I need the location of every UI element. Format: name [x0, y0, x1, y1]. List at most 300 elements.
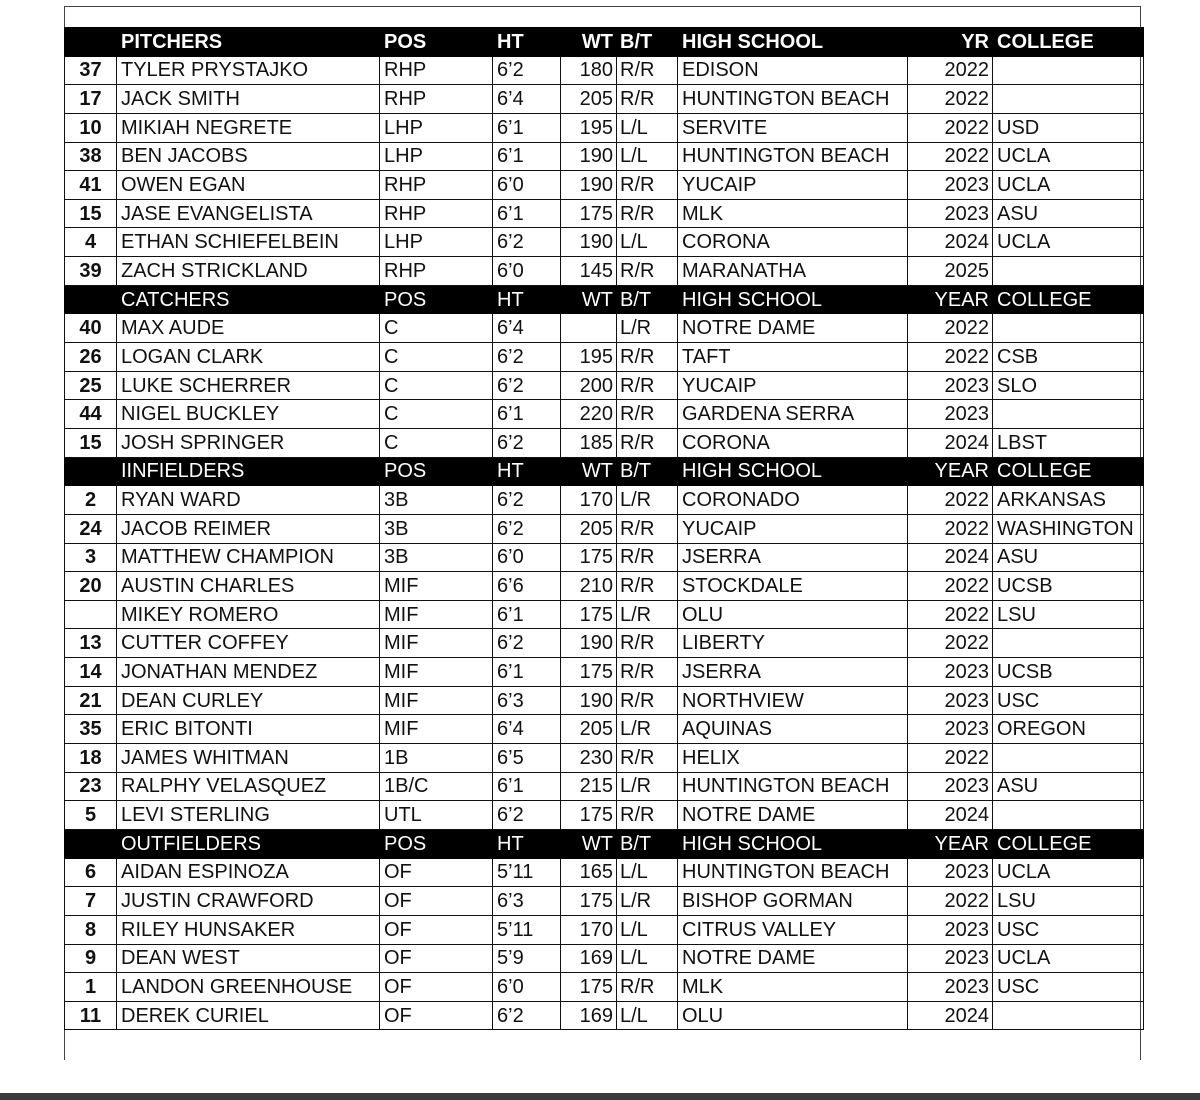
player-number: 6: [65, 858, 117, 887]
header-year: YEAR: [908, 457, 993, 486]
player-high-school: BISHOP GORMAN: [678, 887, 908, 916]
player-year: 2024: [908, 543, 993, 572]
player-position: C: [380, 371, 493, 400]
player-bats-throws: R/R: [617, 973, 678, 1002]
player-high-school: OLU: [678, 1001, 908, 1030]
player-position: RHP: [380, 257, 493, 286]
player-year: 2023: [908, 772, 993, 801]
player-position: MIF: [380, 658, 493, 687]
player-name: JONATHAN MENDEZ: [117, 658, 380, 687]
player-height: 6’1: [493, 400, 561, 429]
player-position: RHP: [380, 85, 493, 114]
player-number: 1: [65, 973, 117, 1002]
player-position: 3B: [380, 514, 493, 543]
player-bats-throws: L/R: [617, 715, 678, 744]
player-college: LBST: [993, 428, 1144, 457]
player-high-school: NOTRE DAME: [678, 801, 908, 830]
player-position: MIF: [380, 600, 493, 629]
player-position: 1B/C: [380, 772, 493, 801]
player-bats-throws: L/R: [617, 887, 678, 916]
player-year: 2022: [908, 486, 993, 515]
player-name: JACK SMITH: [117, 85, 380, 114]
player-year: 2024: [908, 428, 993, 457]
player-row: [65, 658, 1144, 687]
player-year: 2022: [908, 514, 993, 543]
header-college: COLLEGE: [993, 457, 1144, 486]
header-bt: B/T: [617, 285, 678, 314]
player-bats-throws: L/R: [617, 772, 678, 801]
player-position: C: [380, 314, 493, 343]
player-year: 2022: [908, 600, 993, 629]
player-name: MIKEY ROMERO: [117, 600, 380, 629]
player-high-school: GARDENA SERRA: [678, 400, 908, 429]
player-number: 37: [65, 56, 117, 85]
player-college: OREGON: [993, 715, 1144, 744]
player-weight: 190: [561, 629, 617, 658]
player-height: 5’11: [493, 915, 561, 944]
player-year: 2024: [908, 228, 993, 257]
player-high-school: HUNTINGTON BEACH: [678, 142, 908, 171]
player-weight: 190: [561, 142, 617, 171]
player-number: 39: [65, 257, 117, 286]
player-row: [65, 858, 1144, 887]
player-position: UTL: [380, 801, 493, 830]
player-position: MIF: [380, 686, 493, 715]
player-weight: 175: [561, 658, 617, 687]
player-height: 6’0: [493, 543, 561, 572]
player-college: UCSB: [993, 658, 1144, 687]
player-height: 6’2: [493, 629, 561, 658]
player-bats-throws: R/R: [617, 543, 678, 572]
player-number: 15: [65, 428, 117, 457]
header-wt: WT: [561, 28, 617, 57]
player-number: 14: [65, 658, 117, 687]
player-name: TYLER PRYSTAJKO: [117, 56, 380, 85]
player-number: 9: [65, 944, 117, 973]
roster-table: [64, 27, 1144, 1030]
player-weight: 215: [561, 772, 617, 801]
header-bt: B/T: [617, 28, 678, 57]
player-college: WASHINGTON: [993, 514, 1144, 543]
player-bats-throws: R/R: [617, 629, 678, 658]
player-high-school: HUNTINGTON BEACH: [678, 858, 908, 887]
player-row: [65, 113, 1144, 142]
player-college: SLO: [993, 371, 1144, 400]
player-number: 23: [65, 772, 117, 801]
player-college: [993, 1001, 1144, 1030]
player-year: 2022: [908, 56, 993, 85]
player-bats-throws: R/R: [617, 171, 678, 200]
player-number: 17: [65, 85, 117, 114]
player-high-school: AQUINAS: [678, 715, 908, 744]
player-bats-throws: L/L: [617, 142, 678, 171]
player-year: 2023: [908, 171, 993, 200]
player-row: [65, 772, 1144, 801]
player-row: [65, 85, 1144, 114]
section-title: PITCHERS: [117, 28, 380, 57]
bottom-bar: [0, 1093, 1200, 1100]
player-year: 2024: [908, 1001, 993, 1030]
player-weight: 175: [561, 600, 617, 629]
player-weight: 165: [561, 858, 617, 887]
player-year: 2023: [908, 658, 993, 687]
player-position: MIF: [380, 715, 493, 744]
player-name: LANDON GREENHOUSE: [117, 973, 380, 1002]
player-college: UCSB: [993, 572, 1144, 601]
player-number: 2: [65, 486, 117, 515]
player-bats-throws: R/R: [617, 85, 678, 114]
player-height: 6’2: [493, 428, 561, 457]
header-ht: HT: [493, 457, 561, 486]
player-weight: 220: [561, 400, 617, 429]
player-number: 20: [65, 572, 117, 601]
player-year: 2022: [908, 343, 993, 372]
player-high-school: MARANATHA: [678, 257, 908, 286]
player-height: 6’2: [493, 1001, 561, 1030]
player-name: ETHAN SCHIEFELBEIN: [117, 228, 380, 257]
player-high-school: JSERRA: [678, 658, 908, 687]
player-position: OF: [380, 915, 493, 944]
player-college: ARKANSAS: [993, 486, 1144, 515]
player-name: DEAN WEST: [117, 944, 380, 973]
player-weight: 200: [561, 371, 617, 400]
section-header-infielders: [65, 457, 1144, 486]
player-high-school: OLU: [678, 600, 908, 629]
player-weight: 190: [561, 171, 617, 200]
player-position: 3B: [380, 543, 493, 572]
player-college: UCLA: [993, 944, 1144, 973]
section-header-outfielders: [65, 829, 1144, 858]
player-position: LHP: [380, 228, 493, 257]
player-college: LSU: [993, 600, 1144, 629]
player-weight: 195: [561, 343, 617, 372]
player-position: RHP: [380, 199, 493, 228]
player-row: [65, 973, 1144, 1002]
player-year: 2022: [908, 629, 993, 658]
player-college: [993, 400, 1144, 429]
player-height: 6’0: [493, 171, 561, 200]
player-year: 2022: [908, 744, 993, 773]
player-height: 6’2: [493, 486, 561, 515]
player-high-school: YUCAIP: [678, 514, 908, 543]
player-college: ASU: [993, 543, 1144, 572]
player-bats-throws: L/R: [617, 600, 678, 629]
player-high-school: LIBERTY: [678, 629, 908, 658]
section-title: OUTFIELDERS: [117, 829, 380, 858]
player-high-school: CITRUS VALLEY: [678, 915, 908, 944]
player-college: USC: [993, 973, 1144, 1002]
player-college: UCLA: [993, 142, 1144, 171]
player-name: DEREK CURIEL: [117, 1001, 380, 1030]
player-number: 3: [65, 543, 117, 572]
player-height: 6’3: [493, 686, 561, 715]
player-row: [65, 171, 1144, 200]
player-position: RHP: [380, 171, 493, 200]
player-college: LSU: [993, 887, 1144, 916]
player-name: JOSH SPRINGER: [117, 428, 380, 457]
player-height: 6’2: [493, 801, 561, 830]
header-wt: WT: [561, 829, 617, 858]
section-header-catchers: [65, 285, 1144, 314]
player-position: OF: [380, 944, 493, 973]
player-number: 4: [65, 228, 117, 257]
player-row: [65, 314, 1144, 343]
player-bats-throws: L/R: [617, 314, 678, 343]
player-bats-throws: L/L: [617, 113, 678, 142]
player-bats-throws: R/R: [617, 199, 678, 228]
player-high-school: NOTRE DAME: [678, 314, 908, 343]
player-row: [65, 343, 1144, 372]
player-name: AUSTIN CHARLES: [117, 572, 380, 601]
player-row: [65, 801, 1144, 830]
player-high-school: HUNTINGTON BEACH: [678, 772, 908, 801]
player-row: [65, 715, 1144, 744]
player-height: 6’0: [493, 973, 561, 1002]
player-bats-throws: L/L: [617, 858, 678, 887]
header-college: COLLEGE: [993, 829, 1144, 858]
player-bats-throws: R/R: [617, 257, 678, 286]
player-weight: 175: [561, 973, 617, 1002]
player-high-school: HELIX: [678, 744, 908, 773]
player-position: OF: [380, 1001, 493, 1030]
player-college: [993, 629, 1144, 658]
player-row: [65, 228, 1144, 257]
player-row: [65, 629, 1144, 658]
player-height: 6’1: [493, 113, 561, 142]
player-year: 2023: [908, 944, 993, 973]
player-row: [65, 371, 1144, 400]
player-college: UCLA: [993, 858, 1144, 887]
player-college: [993, 801, 1144, 830]
player-position: MIF: [380, 572, 493, 601]
player-bats-throws: R/R: [617, 428, 678, 457]
player-number: 13: [65, 629, 117, 658]
header-wt: WT: [561, 285, 617, 314]
player-college: ASU: [993, 199, 1144, 228]
player-number: 21: [65, 686, 117, 715]
player-year: 2023: [908, 400, 993, 429]
player-high-school: EDISON: [678, 56, 908, 85]
player-name: RALPHY VELASQUEZ: [117, 772, 380, 801]
player-position: 3B: [380, 486, 493, 515]
player-height: 6’2: [493, 343, 561, 372]
player-number: 35: [65, 715, 117, 744]
player-year: 2022: [908, 85, 993, 114]
player-row: [65, 400, 1144, 429]
player-bats-throws: L/L: [617, 228, 678, 257]
header-ht: HT: [493, 28, 561, 57]
header-year: YEAR: [908, 829, 993, 858]
header-ht: HT: [493, 285, 561, 314]
player-college: USD: [993, 113, 1144, 142]
player-row: [65, 199, 1144, 228]
header-high-school: HIGH SCHOOL: [678, 829, 908, 858]
header-year: YEAR: [908, 285, 993, 314]
player-name: MIKIAH NEGRETE: [117, 113, 380, 142]
player-number: 25: [65, 371, 117, 400]
player-number: 44: [65, 400, 117, 429]
header-pos: POS: [380, 28, 493, 57]
player-high-school: SERVITE: [678, 113, 908, 142]
player-row: [65, 915, 1144, 944]
player-weight: 175: [561, 887, 617, 916]
player-college: USC: [993, 686, 1144, 715]
player-name: LEVI STERLING: [117, 801, 380, 830]
player-number: 24: [65, 514, 117, 543]
player-height: 6’3: [493, 887, 561, 916]
player-bats-throws: R/R: [617, 572, 678, 601]
section-title: IINFIELDERS: [117, 457, 380, 486]
player-college: CSB: [993, 343, 1144, 372]
player-height: 6’4: [493, 85, 561, 114]
player-height: 6’2: [493, 514, 561, 543]
player-weight: 195: [561, 113, 617, 142]
player-position: RHP: [380, 56, 493, 85]
player-number: 8: [65, 915, 117, 944]
player-bats-throws: L/L: [617, 915, 678, 944]
player-high-school: CORONA: [678, 228, 908, 257]
player-weight: 185: [561, 428, 617, 457]
player-row: [65, 600, 1144, 629]
player-year: 2025: [908, 257, 993, 286]
player-bats-throws: R/R: [617, 514, 678, 543]
header-bt: B/T: [617, 829, 678, 858]
player-number: 10: [65, 113, 117, 142]
player-year: 2023: [908, 858, 993, 887]
header-high-school: HIGH SCHOOL: [678, 457, 908, 486]
player-row: [65, 486, 1144, 515]
player-high-school: TAFT: [678, 343, 908, 372]
player-name: RILEY HUNSAKER: [117, 915, 380, 944]
player-height: 6’6: [493, 572, 561, 601]
player-weight: 145: [561, 257, 617, 286]
section-header-pitchers: [65, 28, 1144, 57]
player-row: [65, 744, 1144, 773]
player-row: [65, 56, 1144, 85]
player-name: NIGEL BUCKLEY: [117, 400, 380, 429]
player-name: AIDAN ESPINOZA: [117, 858, 380, 887]
player-bats-throws: R/R: [617, 744, 678, 773]
player-high-school: YUCAIP: [678, 371, 908, 400]
player-position: 1B: [380, 744, 493, 773]
player-weight: 175: [561, 199, 617, 228]
player-height: 6’4: [493, 314, 561, 343]
player-weight: 169: [561, 1001, 617, 1030]
player-college: ASU: [993, 772, 1144, 801]
player-row: [65, 428, 1144, 457]
player-position: LHP: [380, 142, 493, 171]
player-bats-throws: L/L: [617, 1001, 678, 1030]
player-high-school: HUNTINGTON BEACH: [678, 85, 908, 114]
player-college: [993, 56, 1144, 85]
player-year: 2024: [908, 801, 993, 830]
player-name: ERIC BITONTI: [117, 715, 380, 744]
player-bats-throws: R/R: [617, 686, 678, 715]
player-weight: 190: [561, 228, 617, 257]
player-year: 2023: [908, 715, 993, 744]
player-height: 6’4: [493, 715, 561, 744]
header-bt: B/T: [617, 457, 678, 486]
player-name: BEN JACOBS: [117, 142, 380, 171]
player-weight: 170: [561, 915, 617, 944]
player-number: 40: [65, 314, 117, 343]
player-name: CUTTER COFFEY: [117, 629, 380, 658]
player-year: 2022: [908, 887, 993, 916]
player-position: OF: [380, 887, 493, 916]
player-number: 11: [65, 1001, 117, 1030]
player-name: JUSTIN CRAWFORD: [117, 887, 380, 916]
player-name: LOGAN CLARK: [117, 343, 380, 372]
player-height: 6’1: [493, 142, 561, 171]
header-number: [65, 285, 117, 314]
player-name: DEAN CURLEY: [117, 686, 380, 715]
player-position: OF: [380, 858, 493, 887]
player-college: UCLA: [993, 228, 1144, 257]
player-row: [65, 514, 1144, 543]
header-high-school: HIGH SCHOOL: [678, 285, 908, 314]
header-high-school: HIGH SCHOOL: [678, 28, 908, 57]
player-weight: 205: [561, 715, 617, 744]
player-weight: 170: [561, 486, 617, 515]
player-weight: 175: [561, 801, 617, 830]
header-pos: POS: [380, 457, 493, 486]
player-name: JASE EVANGELISTA: [117, 199, 380, 228]
player-bats-throws: R/R: [617, 658, 678, 687]
section-title: CATCHERS: [117, 285, 380, 314]
player-height: 6’5: [493, 744, 561, 773]
header-pos: POS: [380, 829, 493, 858]
player-high-school: NOTRE DAME: [678, 944, 908, 973]
player-position: C: [380, 428, 493, 457]
player-weight: 180: [561, 56, 617, 85]
header-number: [65, 28, 117, 57]
player-year: 2023: [908, 686, 993, 715]
player-weight: 175: [561, 543, 617, 572]
player-position: C: [380, 400, 493, 429]
header-number: [65, 457, 117, 486]
player-college: USC: [993, 915, 1144, 944]
player-number: [65, 600, 117, 629]
player-position: MIF: [380, 629, 493, 658]
player-name: LUKE SCHERRER: [117, 371, 380, 400]
player-college: [993, 85, 1144, 114]
player-height: 6’1: [493, 772, 561, 801]
player-weight: 205: [561, 85, 617, 114]
player-height: 6’1: [493, 199, 561, 228]
player-bats-throws: R/R: [617, 56, 678, 85]
player-row: [65, 1001, 1144, 1030]
player-weight: 190: [561, 686, 617, 715]
player-year: 2023: [908, 371, 993, 400]
player-year: 2022: [908, 113, 993, 142]
player-height: 6’1: [493, 600, 561, 629]
player-year: 2023: [908, 973, 993, 1002]
player-weight: 230: [561, 744, 617, 773]
player-row: [65, 686, 1144, 715]
player-name: OWEN EGAN: [117, 171, 380, 200]
player-name: MAX AUDE: [117, 314, 380, 343]
player-high-school: STOCKDALE: [678, 572, 908, 601]
player-high-school: NORTHVIEW: [678, 686, 908, 715]
header-college: COLLEGE: [993, 28, 1144, 57]
player-bats-throws: L/L: [617, 944, 678, 973]
player-name: RYAN WARD: [117, 486, 380, 515]
header-college: COLLEGE: [993, 285, 1144, 314]
player-name: JAMES WHITMAN: [117, 744, 380, 773]
player-number: 5: [65, 801, 117, 830]
player-bats-throws: R/R: [617, 801, 678, 830]
player-name: MATTHEW CHAMPION: [117, 543, 380, 572]
